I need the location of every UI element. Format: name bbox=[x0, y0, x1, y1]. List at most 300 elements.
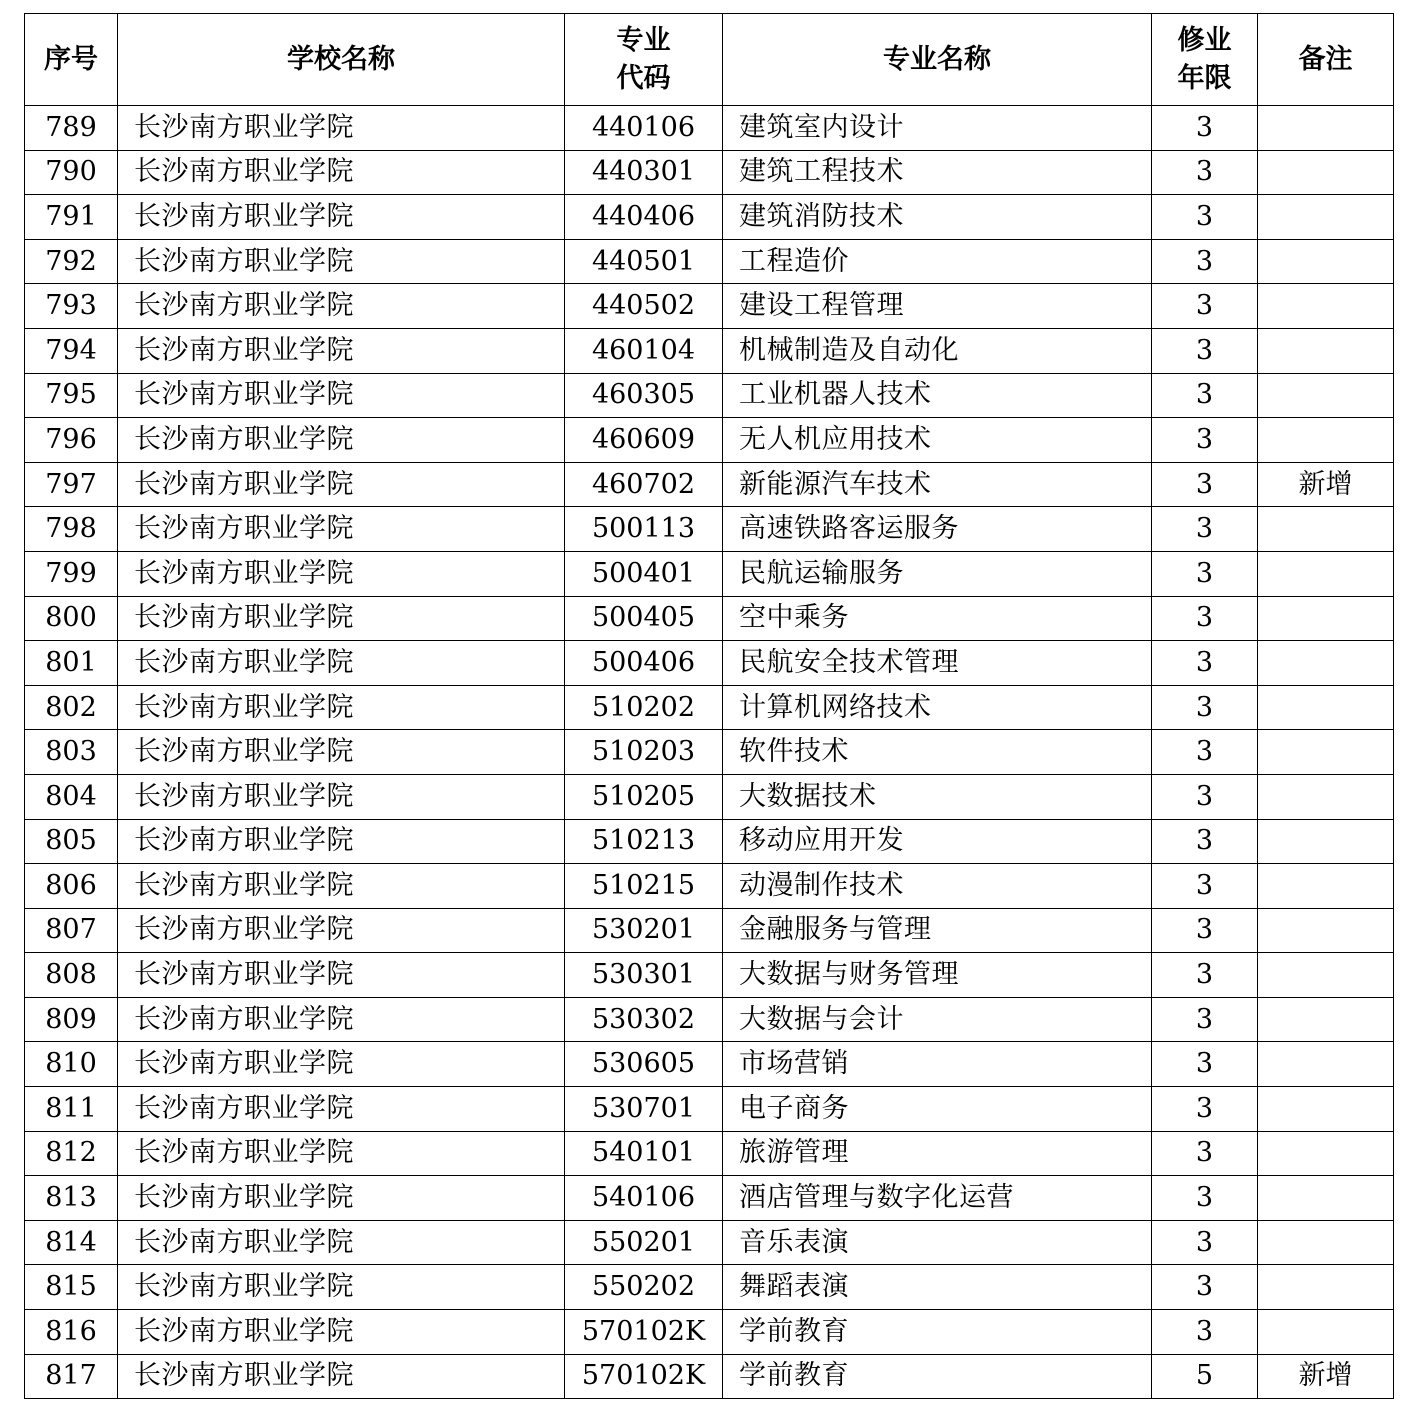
cell-years bbox=[1152, 1131, 1258, 1176]
cell-note-text: 新增 bbox=[1298, 1360, 1353, 1392]
cell-seq-text: 793 bbox=[45, 290, 97, 322]
table-row bbox=[25, 418, 1394, 463]
cell-major bbox=[723, 864, 1152, 909]
cell-seq bbox=[25, 551, 118, 596]
cell-seq bbox=[25, 328, 118, 373]
cell-code-text: 460305 bbox=[591, 379, 696, 411]
cell-years bbox=[1152, 1042, 1258, 1087]
cell-note bbox=[1258, 150, 1394, 195]
cell-major bbox=[723, 373, 1152, 418]
table-row bbox=[25, 1042, 1394, 1087]
cell-code-text: 460702 bbox=[591, 468, 696, 500]
table-row bbox=[25, 596, 1394, 641]
cell-school-text: 长沙南方职业学院 bbox=[134, 334, 354, 366]
cell-school bbox=[118, 774, 565, 819]
cell-code-text: 500113 bbox=[591, 513, 696, 545]
cell-years bbox=[1152, 328, 1258, 373]
cell-school bbox=[118, 239, 565, 284]
cell-seq-text: 808 bbox=[45, 959, 97, 991]
cell-years bbox=[1152, 150, 1258, 195]
cell-code-text: 510203 bbox=[591, 736, 696, 768]
cell-note bbox=[1258, 864, 1394, 909]
cell-school-text: 长沙南方职业学院 bbox=[134, 1182, 354, 1214]
table-row bbox=[25, 1220, 1394, 1265]
cell-seq-text: 807 bbox=[45, 914, 97, 946]
cell-note bbox=[1258, 1265, 1394, 1310]
cell-years bbox=[1152, 239, 1258, 284]
cell-major-text: 民航安全技术管理 bbox=[739, 646, 959, 678]
cell-years-text: 3 bbox=[1195, 736, 1214, 768]
cell-school bbox=[118, 819, 565, 864]
cell-major-text: 学前教育 bbox=[739, 1315, 849, 1347]
cell-school bbox=[118, 462, 565, 507]
cell-school-text: 长沙南方职业学院 bbox=[134, 1271, 354, 1303]
cell-years-text: 3 bbox=[1195, 1137, 1214, 1169]
cell-school-text: 长沙南方职业学院 bbox=[134, 602, 354, 634]
cell-school bbox=[118, 596, 565, 641]
cell-major-text: 建设工程管理 bbox=[739, 290, 904, 322]
table-row bbox=[25, 997, 1394, 1042]
cell-years bbox=[1152, 1176, 1258, 1221]
cell-code bbox=[565, 1354, 723, 1399]
header-years-line2: 年限 bbox=[1177, 62, 1232, 94]
cell-seq bbox=[25, 730, 118, 775]
cell-major-text: 计算机网络技术 bbox=[739, 691, 932, 723]
cell-major-text: 音乐表演 bbox=[739, 1226, 849, 1258]
cell-school bbox=[118, 730, 565, 775]
cell-code-text: 440501 bbox=[591, 245, 696, 277]
cell-major bbox=[723, 1042, 1152, 1087]
cell-years bbox=[1152, 373, 1258, 418]
cell-seq bbox=[25, 418, 118, 463]
cell-major-text: 工业机器人技术 bbox=[739, 379, 932, 411]
cell-major-text: 工程造价 bbox=[739, 245, 849, 277]
cell-years bbox=[1152, 730, 1258, 775]
cell-code bbox=[565, 1087, 723, 1132]
cell-seq bbox=[25, 953, 118, 998]
cell-code bbox=[565, 418, 723, 463]
table-row bbox=[25, 864, 1394, 909]
cell-code bbox=[565, 1042, 723, 1087]
cell-school-text: 长沙南方职业学院 bbox=[134, 156, 354, 188]
cell-code bbox=[565, 774, 723, 819]
cell-code bbox=[565, 819, 723, 864]
cell-major-text: 空中乘务 bbox=[739, 602, 849, 634]
cell-code bbox=[565, 953, 723, 998]
cell-seq-text: 803 bbox=[45, 736, 97, 768]
cell-major-text: 大数据与会计 bbox=[739, 1003, 904, 1035]
cell-years-text: 3 bbox=[1195, 1092, 1214, 1124]
cell-years-text: 5 bbox=[1195, 1360, 1214, 1392]
cell-seq-text: 799 bbox=[45, 557, 97, 589]
cell-school bbox=[118, 1265, 565, 1310]
cell-years bbox=[1152, 195, 1258, 240]
cell-school-text: 长沙南方职业学院 bbox=[134, 869, 354, 901]
table-row bbox=[25, 685, 1394, 730]
cell-seq-text: 815 bbox=[45, 1271, 97, 1303]
cell-school-text: 长沙南方职业学院 bbox=[134, 825, 354, 857]
cell-code bbox=[565, 373, 723, 418]
cell-school-text: 长沙南方职业学院 bbox=[134, 1315, 354, 1347]
cell-years bbox=[1152, 1265, 1258, 1310]
cell-school-text: 长沙南方职业学院 bbox=[134, 1226, 354, 1258]
header-school: 学校名称 bbox=[118, 14, 565, 106]
cell-seq-text: 800 bbox=[45, 602, 97, 634]
cell-major-text: 动漫制作技术 bbox=[739, 869, 904, 901]
cell-years-text: 3 bbox=[1195, 334, 1214, 366]
cell-school bbox=[118, 418, 565, 463]
cell-code-text: 530201 bbox=[591, 914, 696, 946]
header-seq: 序号 bbox=[25, 14, 118, 106]
cell-seq bbox=[25, 462, 118, 507]
cell-major-text: 市场营销 bbox=[739, 1048, 849, 1080]
cell-seq-text: 814 bbox=[45, 1226, 97, 1258]
cell-major bbox=[723, 685, 1152, 730]
cell-seq bbox=[25, 373, 118, 418]
cell-major bbox=[723, 596, 1152, 641]
cell-seq bbox=[25, 774, 118, 819]
cell-school bbox=[118, 106, 565, 151]
cell-note bbox=[1258, 195, 1394, 240]
cell-major bbox=[723, 507, 1152, 552]
cell-major-text: 学前教育 bbox=[739, 1360, 849, 1392]
cell-seq-text: 813 bbox=[45, 1182, 97, 1214]
cell-seq bbox=[25, 1176, 118, 1221]
cell-seq bbox=[25, 1042, 118, 1087]
cell-years bbox=[1152, 507, 1258, 552]
cell-note bbox=[1258, 774, 1394, 819]
cell-seq-text: 812 bbox=[45, 1137, 97, 1169]
header-code-line2: 代码 bbox=[616, 62, 671, 94]
cell-code-text: 440502 bbox=[591, 290, 696, 322]
cell-note bbox=[1258, 685, 1394, 730]
cell-major bbox=[723, 195, 1152, 240]
cell-seq-text: 797 bbox=[45, 468, 97, 500]
cell-major bbox=[723, 819, 1152, 864]
cell-note bbox=[1258, 641, 1394, 686]
cell-code bbox=[565, 328, 723, 373]
cell-major-text: 大数据技术 bbox=[739, 780, 877, 812]
cell-years bbox=[1152, 596, 1258, 641]
cell-code bbox=[565, 730, 723, 775]
cell-code-text: 500406 bbox=[591, 646, 696, 678]
cell-note bbox=[1258, 106, 1394, 151]
cell-seq-text: 811 bbox=[45, 1092, 97, 1124]
cell-seq bbox=[25, 106, 118, 151]
cell-years bbox=[1152, 685, 1258, 730]
cell-years-text: 3 bbox=[1195, 1315, 1214, 1347]
cell-code bbox=[565, 284, 723, 329]
cell-note bbox=[1258, 997, 1394, 1042]
cell-years-text: 3 bbox=[1195, 825, 1214, 857]
table-row bbox=[25, 1176, 1394, 1221]
cell-school-text: 长沙南方职业学院 bbox=[134, 111, 354, 143]
cell-years-text: 3 bbox=[1195, 290, 1214, 322]
cell-seq-text: 790 bbox=[45, 156, 97, 188]
header-code-line1: 专业 bbox=[616, 24, 671, 56]
cell-code-text: 540101 bbox=[591, 1137, 696, 1169]
cell-school bbox=[118, 864, 565, 909]
table-row bbox=[25, 328, 1394, 373]
cell-years bbox=[1152, 997, 1258, 1042]
table-row bbox=[25, 774, 1394, 819]
cell-note bbox=[1258, 551, 1394, 596]
cell-major bbox=[723, 1310, 1152, 1355]
cell-seq bbox=[25, 596, 118, 641]
cell-school bbox=[118, 1087, 565, 1132]
cell-years-text: 3 bbox=[1195, 914, 1214, 946]
cell-code-text: 540106 bbox=[591, 1182, 696, 1214]
cell-school-text: 长沙南方职业学院 bbox=[134, 959, 354, 991]
table-row bbox=[25, 551, 1394, 596]
cell-code bbox=[565, 462, 723, 507]
cell-seq-text: 798 bbox=[45, 513, 97, 545]
cell-years-text: 3 bbox=[1195, 959, 1214, 991]
cell-years bbox=[1152, 284, 1258, 329]
cell-school bbox=[118, 195, 565, 240]
cell-seq bbox=[25, 507, 118, 552]
cell-code-text: 460104 bbox=[591, 334, 696, 366]
cell-school-text: 长沙南方职业学院 bbox=[134, 780, 354, 812]
table-row bbox=[25, 507, 1394, 552]
cell-note bbox=[1258, 1087, 1394, 1132]
cell-years-text: 3 bbox=[1195, 156, 1214, 188]
cell-code bbox=[565, 997, 723, 1042]
cell-note bbox=[1258, 730, 1394, 775]
cell-seq-text: 792 bbox=[45, 245, 97, 277]
cell-major bbox=[723, 462, 1152, 507]
cell-years-text: 3 bbox=[1195, 423, 1214, 455]
cell-seq-text: 817 bbox=[45, 1360, 97, 1392]
cell-years-text: 3 bbox=[1195, 468, 1214, 500]
table-row bbox=[25, 1131, 1394, 1176]
cell-school bbox=[118, 551, 565, 596]
cell-years bbox=[1152, 1310, 1258, 1355]
cell-major-text: 移动应用开发 bbox=[739, 825, 904, 857]
cell-major bbox=[723, 1220, 1152, 1265]
cell-seq bbox=[25, 150, 118, 195]
cell-note bbox=[1258, 596, 1394, 641]
cell-school bbox=[118, 685, 565, 730]
cell-major-text: 民航运输服务 bbox=[739, 557, 904, 589]
cell-school-text: 长沙南方职业学院 bbox=[134, 423, 354, 455]
cell-note bbox=[1258, 1131, 1394, 1176]
cell-school bbox=[118, 284, 565, 329]
cell-major-text: 新能源汽车技术 bbox=[739, 468, 932, 500]
cell-seq bbox=[25, 1310, 118, 1355]
cell-major bbox=[723, 1354, 1152, 1399]
major-list-table bbox=[24, 13, 1394, 1399]
cell-major bbox=[723, 641, 1152, 686]
cell-school bbox=[118, 1310, 565, 1355]
table-row bbox=[25, 462, 1394, 507]
cell-school bbox=[118, 1176, 565, 1221]
cell-years-text: 3 bbox=[1195, 111, 1214, 143]
cell-code bbox=[565, 195, 723, 240]
cell-years-text: 3 bbox=[1195, 780, 1214, 812]
cell-seq-text: 802 bbox=[45, 691, 97, 723]
cell-school-text: 长沙南方职业学院 bbox=[134, 513, 354, 545]
cell-years bbox=[1152, 774, 1258, 819]
cell-code-text: 500401 bbox=[591, 557, 696, 589]
cell-major-text: 无人机应用技术 bbox=[739, 423, 932, 455]
cell-years-text: 3 bbox=[1195, 602, 1214, 634]
cell-school bbox=[118, 641, 565, 686]
cell-school-text: 长沙南方职业学院 bbox=[134, 557, 354, 589]
cell-years-text: 3 bbox=[1195, 646, 1214, 678]
header-note: 备注 bbox=[1258, 14, 1394, 106]
cell-seq-text: 795 bbox=[45, 379, 97, 411]
cell-code-text: 510213 bbox=[591, 825, 696, 857]
cell-major bbox=[723, 1131, 1152, 1176]
table-row bbox=[25, 953, 1394, 998]
table-row bbox=[25, 150, 1394, 195]
cell-note bbox=[1258, 418, 1394, 463]
cell-school-text: 长沙南方职业学院 bbox=[134, 468, 354, 500]
cell-seq-text: 796 bbox=[45, 423, 97, 455]
header-code bbox=[565, 14, 723, 106]
cell-years bbox=[1152, 106, 1258, 151]
cell-years-text: 3 bbox=[1195, 1271, 1214, 1303]
cell-major-text: 酒店管理与数字化运营 bbox=[739, 1182, 1014, 1214]
cell-years bbox=[1152, 641, 1258, 686]
cell-seq-text: 805 bbox=[45, 825, 97, 857]
cell-note bbox=[1258, 953, 1394, 998]
cell-code-text: 510215 bbox=[591, 869, 696, 901]
cell-note-text: 新增 bbox=[1298, 468, 1353, 500]
cell-seq bbox=[25, 1220, 118, 1265]
table-row bbox=[25, 239, 1394, 284]
cell-major bbox=[723, 106, 1152, 151]
cell-school-text: 长沙南方职业学院 bbox=[134, 200, 354, 232]
table-row bbox=[25, 106, 1394, 151]
table-row bbox=[25, 819, 1394, 864]
cell-note bbox=[1258, 908, 1394, 953]
cell-major bbox=[723, 1176, 1152, 1221]
cell-school-text: 长沙南方职业学院 bbox=[134, 1048, 354, 1080]
cell-code bbox=[565, 685, 723, 730]
cell-years bbox=[1152, 1220, 1258, 1265]
cell-code-text: 550201 bbox=[591, 1226, 696, 1258]
cell-school-text: 长沙南方职业学院 bbox=[134, 290, 354, 322]
cell-years bbox=[1152, 864, 1258, 909]
cell-school bbox=[118, 997, 565, 1042]
cell-school bbox=[118, 1354, 565, 1399]
cell-years-text: 3 bbox=[1195, 245, 1214, 277]
cell-major bbox=[723, 239, 1152, 284]
table-row bbox=[25, 1354, 1394, 1399]
cell-major-text: 建筑室内设计 bbox=[739, 111, 904, 143]
cell-code bbox=[565, 864, 723, 909]
cell-years bbox=[1152, 418, 1258, 463]
cell-seq bbox=[25, 1265, 118, 1310]
cell-years bbox=[1152, 953, 1258, 998]
cell-seq-text: 806 bbox=[45, 869, 97, 901]
cell-note bbox=[1258, 1220, 1394, 1265]
cell-major bbox=[723, 328, 1152, 373]
cell-school-text: 长沙南方职业学院 bbox=[134, 1092, 354, 1124]
cell-years-text: 3 bbox=[1195, 1048, 1214, 1080]
cell-code-text: 550202 bbox=[591, 1271, 696, 1303]
cell-school bbox=[118, 1131, 565, 1176]
cell-seq bbox=[25, 284, 118, 329]
cell-code bbox=[565, 1310, 723, 1355]
cell-school bbox=[118, 507, 565, 552]
header-major: 专业名称 bbox=[723, 14, 1152, 106]
cell-years-text: 3 bbox=[1195, 1226, 1214, 1258]
cell-seq bbox=[25, 1354, 118, 1399]
cell-major bbox=[723, 284, 1152, 329]
cell-years-text: 3 bbox=[1195, 691, 1214, 723]
cell-school bbox=[118, 150, 565, 195]
cell-code bbox=[565, 1220, 723, 1265]
cell-seq bbox=[25, 195, 118, 240]
cell-note bbox=[1258, 284, 1394, 329]
cell-code bbox=[565, 908, 723, 953]
cell-major-text: 机械制造及自动化 bbox=[739, 334, 959, 366]
cell-years bbox=[1152, 551, 1258, 596]
cell-school bbox=[118, 328, 565, 373]
cell-code bbox=[565, 239, 723, 284]
cell-seq-text: 809 bbox=[45, 1003, 97, 1035]
cell-seq bbox=[25, 1087, 118, 1132]
cell-code bbox=[565, 551, 723, 596]
cell-years-text: 3 bbox=[1195, 379, 1214, 411]
cell-code bbox=[565, 1265, 723, 1310]
cell-code-text: 530302 bbox=[591, 1003, 696, 1035]
cell-school-text: 长沙南方职业学院 bbox=[134, 379, 354, 411]
cell-school-text: 长沙南方职业学院 bbox=[134, 1360, 354, 1392]
cell-code bbox=[565, 641, 723, 686]
cell-years-text: 3 bbox=[1195, 1182, 1214, 1214]
cell-years bbox=[1152, 462, 1258, 507]
cell-years-text: 3 bbox=[1195, 869, 1214, 901]
cell-seq-text: 804 bbox=[45, 780, 97, 812]
cell-code-text: 440106 bbox=[591, 111, 696, 143]
cell-years bbox=[1152, 819, 1258, 864]
cell-major bbox=[723, 908, 1152, 953]
cell-code-text: 440406 bbox=[591, 200, 696, 232]
cell-note bbox=[1258, 1042, 1394, 1087]
cell-note bbox=[1258, 819, 1394, 864]
table-row bbox=[25, 1265, 1394, 1310]
cell-major-text: 舞蹈表演 bbox=[739, 1271, 849, 1303]
cell-major bbox=[723, 150, 1152, 195]
cell-years-text: 3 bbox=[1195, 1003, 1214, 1035]
cell-major bbox=[723, 1265, 1152, 1310]
cell-note bbox=[1258, 373, 1394, 418]
table-row bbox=[25, 284, 1394, 329]
cell-note bbox=[1258, 1310, 1394, 1355]
cell-seq bbox=[25, 1131, 118, 1176]
cell-seq-text: 791 bbox=[45, 200, 97, 232]
cell-seq-text: 794 bbox=[45, 334, 97, 366]
cell-code bbox=[565, 150, 723, 195]
table-row bbox=[25, 195, 1394, 240]
cell-major-text: 旅游管理 bbox=[739, 1137, 849, 1169]
cell-code-text: 510205 bbox=[591, 780, 696, 812]
cell-note bbox=[1258, 328, 1394, 373]
cell-seq bbox=[25, 997, 118, 1042]
cell-seq-text: 801 bbox=[45, 646, 97, 678]
cell-school-text: 长沙南方职业学院 bbox=[134, 245, 354, 277]
cell-years-text: 3 bbox=[1195, 200, 1214, 232]
cell-seq bbox=[25, 641, 118, 686]
cell-school-text: 长沙南方职业学院 bbox=[134, 691, 354, 723]
cell-years-text: 3 bbox=[1195, 513, 1214, 545]
cell-school-text: 长沙南方职业学院 bbox=[134, 736, 354, 768]
table-body bbox=[25, 106, 1394, 1399]
